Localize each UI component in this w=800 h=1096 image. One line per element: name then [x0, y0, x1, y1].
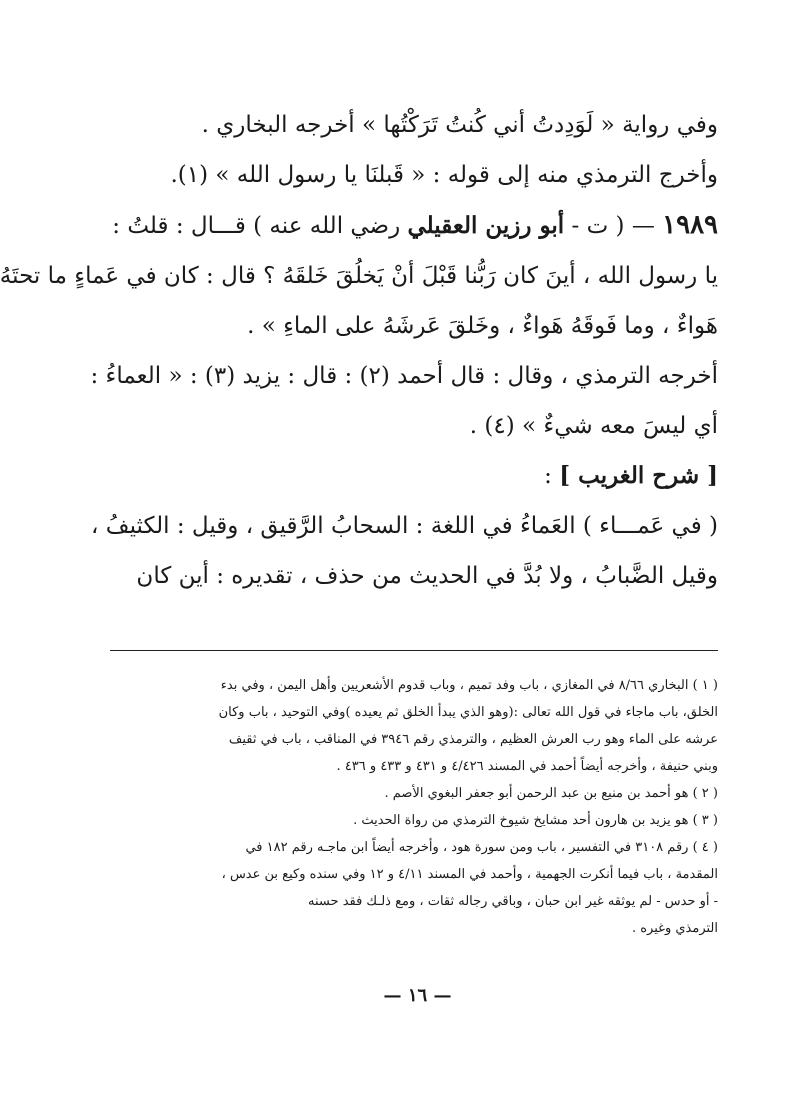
text-line: وقيل الضَّبابُ ، ولا بُدَّ في الحديث من حذف ، تقديره : أين كان — [136, 563, 718, 589]
footnote-divider — [110, 650, 718, 651]
footnote-line: ( ١ ) البخاري ٨/٦٦ في المغازي ، باب وفد تميم ، وباب قدوم الأشعريين وأهل اليمن ، وفي بدء — [220, 678, 718, 693]
text-span: رضي الله عنه ) قـــال : قلتُ : — [112, 213, 408, 239]
glossary-heading: [ شرح الغريب ] — [559, 462, 718, 489]
footnote-line: - أو حدس - لم يوثقه غير ابن حبان ، وباقي رجاله ثقات ، ومع ذلـك فقد حسنه — [308, 894, 718, 909]
text-line: وأخرج الترمذي منه إلى قوله : « قَبلنَا يا رسول الله » (١). — [170, 162, 718, 188]
text-line: أي ليسَ معه شيءٌ » (٤) . — [469, 413, 718, 439]
footnote-line: المقدمة ، باب فيما أنكرت الجهمية ، وأحمد في المسند ٤/١١ و ١٢ وفي سنده وكيع بن عدس ، — [221, 867, 718, 882]
footnote-line: الترمذي وغيره . — [631, 921, 718, 936]
text-span: : — [544, 463, 560, 489]
text-line: أخرجه الترمذي ، وقال : قال أحمد (٢) : قال : يزيد (٣) : « العماءُ : — [90, 363, 718, 389]
hadith-heading — [97, 200, 718, 251]
text-line: وفي رواية « لَوَدِدتُ أني كُنتُ تَرَكْتُها » أخرجه البخاري . — [201, 112, 718, 138]
page-number: — ١٦ — — [383, 985, 452, 1006]
footnote-line: عرشه على الماء وهو رب العرش العظيم ، والترمذي رقم ٣٩٤٦ في المناقب ، باب في ثقيف — [228, 732, 718, 747]
narrator-name: أبو رزين العقيلي — [407, 212, 565, 239]
text-line: يا رسول الله ، أينَ كان رَبُّنا قَبْلَ أنْ يَخلُقَ خَلقَهُ ؟ قال : كان في عَماءٍ ما تحتَهُ — [0, 263, 718, 289]
footnote-line: ( ٤ ) رقم ٣١٠٨ في التفسير ، باب ومن سورة هود ، وأخرجه أيضاً ابن ماجـه رقم ١٨٢ في — [245, 840, 718, 855]
footnote-line: ( ٣ ) هو يزيد بن هارون أحد مشايخ شيوخ الترمذي من رواة الحديث . — [353, 813, 718, 828]
main-text — [0, 100, 718, 601]
text-span: — ( ت - — [564, 213, 663, 239]
text-line: ( في عَمـــاء ) العَماءُ في اللغة : السحابُ الرَّقيق ، وقيل : الكثيفُ ، — [91, 513, 718, 539]
footnote-line: الخلق، باب ماجاء في قول الله تعالى :(وهو الذي يبدأ الخلق ثم يعيده )وفي التوحيد ، باب وكان — [218, 705, 718, 720]
footnote-line: وبني حنيفة ، وأخرجه أيضاً أحمد في المسند ٤/٤٢٦ و ٤٣١ و ٤٣٣ و ٤٣٦ . — [336, 759, 718, 774]
section-heading — [97, 451, 718, 501]
footnotes — [95, 672, 718, 942]
hadith-number: ١٩٨٩ — [662, 210, 718, 240]
text-line: هَواءٌ ، وما فَوقَهُ هَواءٌ ، وخَلقَ عَرشَهُ على الماءِ » . — [247, 313, 718, 339]
footnote-line: ( ٢ ) هو أحمد بن منيع بن عبد الرحمن أبو جعفر البغوي الأصم . — [384, 786, 718, 801]
